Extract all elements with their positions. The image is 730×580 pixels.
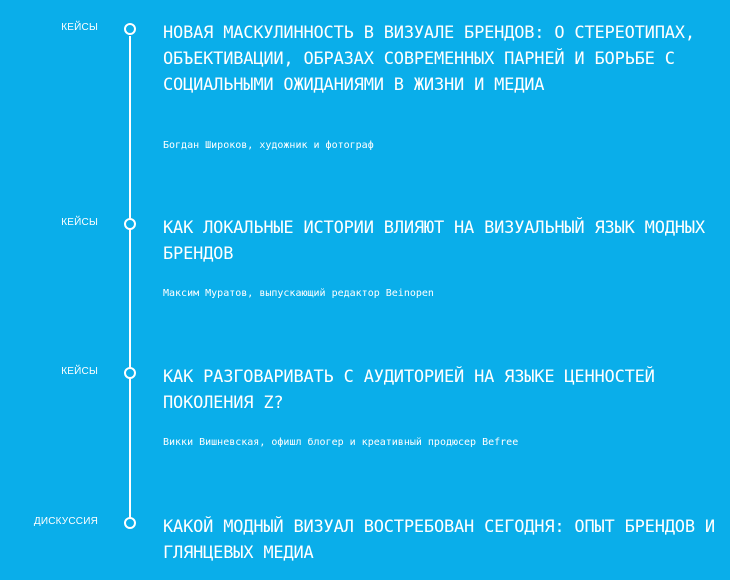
event-tag: ДИСКУССИЯ: [33, 516, 98, 527]
event-author: Викки Вишневская, офишл блогер и креативный продюсер Befree: [163, 437, 519, 448]
event-author: Богдан Широков, художник и фотограф: [163, 140, 374, 151]
timeline-dot-icon: [124, 367, 136, 379]
timeline-dot-icon: [124, 517, 136, 529]
event-title[interactable]: КАКОЙ МОДНЫЙ ВИЗУАЛ ВОСТРЕБОВАН СЕГОДНЯ: ОПЫТ БРЕНДОВ И ГЛЯНЦЕВЫХ МЕДИА: [163, 517, 715, 563]
event-author: Максим Муратов, выпускающий редактор Beinopen: [163, 288, 434, 299]
event-title[interactable]: НОВАЯ МАСКУЛИННОСТЬ В ВИЗУАЛЕ БРЕНДОВ: О СТЕРЕОТИПАХ, ОБЪЕКТИВАЦИИ, ОБРАЗАХ СОВРЕМЕННЫХ ПАРНЕЙ И БОРЬБЕ С СОЦИАЛЬНЫМИ ОЖИДАНИЯМИ В ЖИЗНИ И МЕДИА: [163, 23, 695, 95]
event-title[interactable]: КАК ЛОКАЛЬНЫЕ ИСТОРИИ ВЛИЯЮТ НА ВИЗУАЛЬНЫЙ ЯЗЫК МОДНЫХ БРЕНДОВ: [163, 218, 705, 264]
timeline-dot-icon: [124, 23, 136, 35]
timeline-dot-icon: [124, 218, 136, 230]
event-tag: КЕЙСЫ: [61, 217, 98, 228]
timeline-line: [129, 36, 131, 518]
event-title[interactable]: КАК РАЗГОВАРИВАТЬ С АУДИТОРИЕЙ НА ЯЗЫКЕ ЦЕННОСТЕЙ ПОКОЛЕНИЯ Z?: [163, 367, 655, 413]
event-tag: КЕЙСЫ: [61, 22, 98, 33]
event-tag: КЕЙСЫ: [61, 366, 98, 377]
